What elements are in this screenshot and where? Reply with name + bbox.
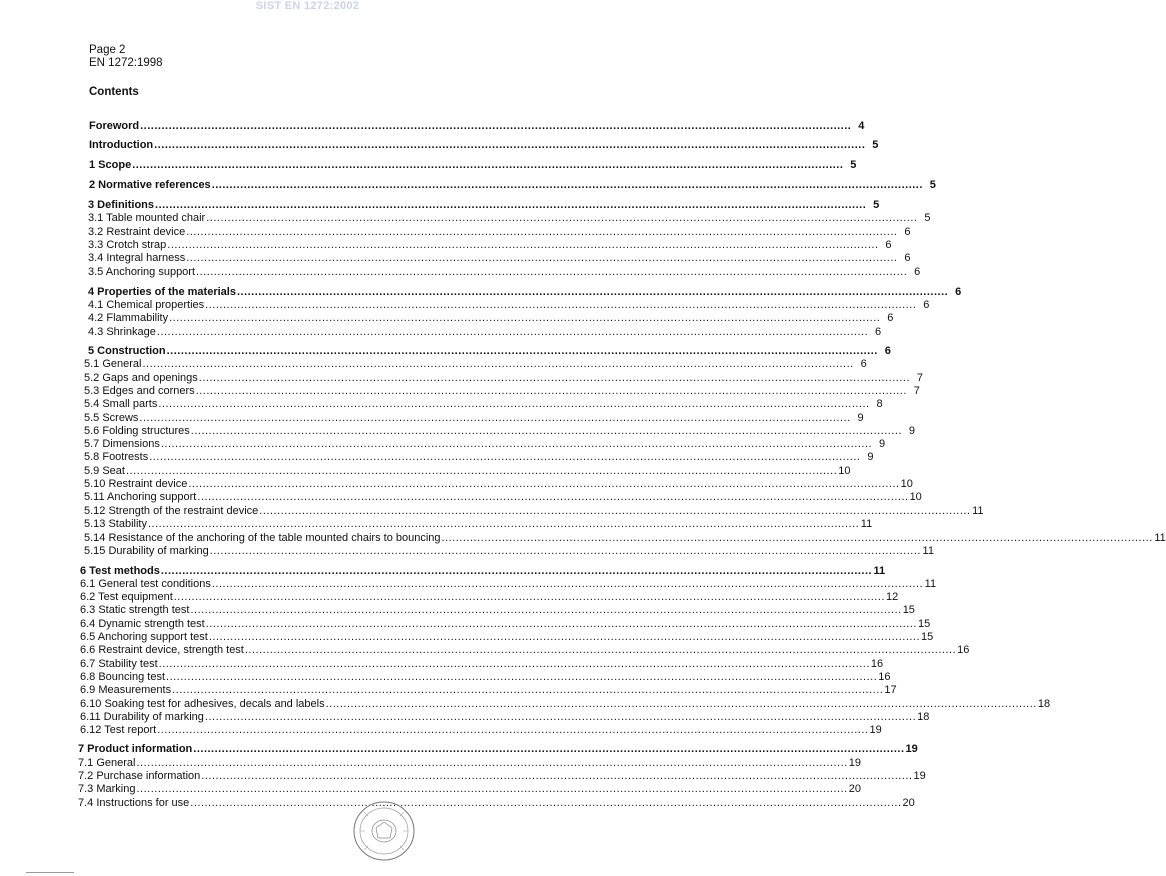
toc-entry-title: 5.8 Footrests <box>84 451 149 463</box>
toc-dot-leader: ........................................................................................................................................................................................................ <box>208 631 921 643</box>
toc-entry-page: 6 <box>923 299 930 311</box>
toc-entry-title: 3.4 Integral harness <box>88 252 186 264</box>
toc-entry-title: 6.2 Test equipment <box>80 591 173 603</box>
toc-entry-page: 19 <box>913 770 926 782</box>
toc-entry-page: 6 <box>884 345 891 357</box>
toc-entry <box>80 724 882 737</box>
toc-entry-page: 5 <box>924 212 931 224</box>
toc-entry-title: 5.10 Restraint device <box>84 478 188 490</box>
toc-entry-title: 5.12 Strength of the restraint device <box>84 505 259 517</box>
toc-entry-page: 6 <box>904 252 911 264</box>
toc-entry-title: 5.15 Durability of marking <box>84 545 209 557</box>
toc-entry-title: 2 Normative references <box>89 179 211 191</box>
toc-dot-leader: ........................................................................................................................................................................................................ <box>156 326 869 338</box>
toc-entry-page: 16 <box>957 644 970 656</box>
toc-entry <box>78 783 861 796</box>
official-stamp-icon <box>352 800 416 862</box>
toc-dot-leader: ........................................................................................................................................................................................................ <box>166 671 878 683</box>
toc-entry-title: 6.4 Dynamic strength test <box>80 618 205 630</box>
toc-entry-title: Foreword <box>89 120 140 132</box>
toc-dot-leader: ........................................................................................................................................................................................................ <box>441 532 1153 544</box>
toc-dot-leader: ........................................................................................................................................................................................................ <box>211 578 924 590</box>
toc-entry <box>89 139 879 152</box>
page-header <box>89 44 163 70</box>
toc-entry-page: 11 <box>972 505 984 517</box>
toc-entry-page: 6 <box>955 286 962 298</box>
toc-dot-leader: ........................................................................................................................................................................................................ <box>160 438 873 450</box>
toc-dot-leader: ........................................................................................................................................................................................................ <box>195 385 907 397</box>
toc-dot-leader: ........................................................................................................................................................................................................ <box>198 372 910 384</box>
toc-entry <box>84 412 864 425</box>
toc-entry <box>84 478 913 491</box>
toc-entry <box>88 252 911 265</box>
toc-dot-leader: ........................................................................................................................................................................................................ <box>325 698 1037 710</box>
toc-entry-title: 4.2 Flammability <box>88 312 169 324</box>
toc-dot-leader: ........................................................................................................................................................................................................ <box>205 299 917 311</box>
toc-entry-title: 6.3 Static strength test <box>80 604 190 616</box>
toc-entry-title: 5.9 Seat <box>84 465 125 477</box>
toc-entry <box>84 451 874 464</box>
footer-rule <box>26 872 74 873</box>
toc-entry-page: 20 <box>902 797 915 809</box>
toc-entry-page: 7 <box>913 385 920 397</box>
toc-entry-page: 15 <box>917 618 931 630</box>
toc-entry <box>89 179 936 192</box>
toc-entry-page: 19 <box>905 743 918 755</box>
toc-entry <box>80 658 884 671</box>
toc-entry <box>84 358 867 371</box>
toc-entry-title: 5.3 Edges and corners <box>84 385 195 397</box>
toc-dot-leader: ........................................................................................................................................................................................................ <box>147 518 860 530</box>
toc-entry-page: 9 <box>867 451 874 463</box>
toc-entry-page: 4 <box>858 120 865 132</box>
toc-entry <box>80 698 1051 711</box>
toc-entry-page: 6 <box>885 239 892 251</box>
toc-dot-leader: ........................................................................................................................................................................................................ <box>206 212 918 224</box>
toc-entry-title: 3.5 Anchoring support <box>88 266 196 278</box>
toc-entry-title: 7.1 General <box>78 757 136 769</box>
toc-entry <box>88 199 880 212</box>
toc-entry-page: 6 <box>860 358 867 370</box>
toc-entry-page: 17 <box>884 684 897 696</box>
toc-entry <box>88 299 930 312</box>
toc-dot-leader: ........................................................................................................................................................................................................ <box>186 226 898 238</box>
toc-entry-page: 10 <box>838 465 851 477</box>
toc-entry <box>80 644 970 657</box>
toc-entry <box>78 770 926 783</box>
toc-entry-title: 6 Test methods <box>80 565 160 577</box>
toc-dot-leader: ........................................................................................................................................................................................................ <box>169 312 881 324</box>
toc-entry <box>88 212 931 225</box>
toc-dot-leader: ........................................................................................................................................................................................................ <box>172 684 884 696</box>
toc-entry <box>80 684 897 697</box>
toc-dot-leader: ........................................................................................................................................................................................................ <box>193 743 905 755</box>
toc-entry <box>80 671 891 684</box>
toc-entry-title: 5.5 Screws <box>84 412 139 424</box>
toc-entry-title: 3 Definitions <box>88 199 155 211</box>
toc-dot-leader: ........................................................................................................................................................................................................ <box>142 358 854 370</box>
toc-entry <box>84 518 873 531</box>
toc-entry <box>84 438 886 451</box>
toc-entry-title: 7.3 Marking <box>78 783 136 795</box>
toc-entry <box>84 545 934 558</box>
toc-entry <box>88 326 882 339</box>
toc-dot-leader: ........................................................................................................................................................................................................ <box>132 159 844 171</box>
toc-dot-leader: ........................................................................................................................................................................................................ <box>173 591 885 603</box>
toc-entry <box>78 743 918 756</box>
toc-entry-page: 16 <box>878 671 891 683</box>
toc-dot-leader: ........................................................................................................................................................................................................ <box>244 644 957 656</box>
toc-entry <box>80 565 886 578</box>
toc-entry-title: 6.12 Test report <box>80 724 157 736</box>
toc-entry-page: 7 <box>916 372 923 384</box>
toc-entry <box>80 578 937 591</box>
toc-entry <box>89 159 857 172</box>
toc-entry-title: 6.6 Restraint device, strength test <box>80 644 244 656</box>
toc-dot-leader: ........................................................................................................................................................................................................ <box>140 120 852 132</box>
toc-dot-leader: ........................................................................................................................................................................................................ <box>205 618 917 630</box>
toc-dot-leader: ........................................................................................................................................................................................................ <box>186 252 898 264</box>
toc-entry-title: 3.3 Crotch strap <box>88 239 167 251</box>
toc-dot-leader: ........................................................................................................................................................................................................ <box>236 286 949 298</box>
toc-entry <box>80 604 915 617</box>
standard-identifier: EN 1272:1998 <box>89 57 163 69</box>
toc-dot-leader: ........................................................................................................................................................................................................ <box>157 724 869 736</box>
toc-entry <box>88 266 921 279</box>
toc-entry-page: 11 <box>860 518 873 530</box>
toc-entry-title: Introduction <box>89 139 154 151</box>
toc-entry-title: 5.2 Gaps and openings <box>84 372 198 384</box>
toc-entry-page: 18 <box>917 711 930 723</box>
toc-entry-title: 3.1 Table mounted chair <box>88 212 206 224</box>
toc-entry-page: 5 <box>850 159 857 171</box>
toc-dot-leader: ........................................................................................................................................................................................................ <box>155 199 867 211</box>
toc-entry-page: 9 <box>857 412 864 424</box>
toc-entry-page: 20 <box>848 783 861 795</box>
toc-entry-title: 6.9 Measurements <box>80 684 172 696</box>
toc-dot-leader: ........................................................................................................................................................................................................ <box>158 658 870 670</box>
toc-entry-title: 6.1 General test conditions <box>80 578 211 590</box>
toc-entry-page: 12 <box>885 591 899 603</box>
toc-entry-title: 5.14 Resistance of the anchoring of the table mounted chairs to bouncing <box>84 532 441 544</box>
toc-dot-leader: ........................................................................................................................................................................................................ <box>190 797 902 809</box>
toc-entry-page: 11 <box>924 578 937 590</box>
toc-entry-page: 6 <box>887 312 894 324</box>
toc-entry-title: 5.11 Anchoring support <box>84 491 197 503</box>
toc-dot-leader: ........................................................................................................................................................................................................ <box>201 770 913 782</box>
toc-dot-leader: ........................................................................................................................................................................................................ <box>197 491 909 503</box>
toc-entry-page: 8 <box>876 398 883 410</box>
toc-dot-leader: ........................................................................................................................................................................................................ <box>136 757 848 769</box>
toc-dot-leader: ........................................................................................................................................................................................................ <box>188 478 900 490</box>
watermark: SIST EN 1272:2002 <box>255 0 360 12</box>
toc-dot-leader: ........................................................................................................................................................................................................ <box>139 412 851 424</box>
toc-entry-title: 6.10 Soaking test for adhesives, decals and labels <box>80 698 325 710</box>
toc-entry-title: 7 Product information <box>78 743 193 755</box>
toc-entry <box>84 465 851 478</box>
toc-dot-leader: ........................................................................................................................................................................................................ <box>204 711 917 723</box>
toc-entry <box>89 120 865 133</box>
toc-dot-leader: ........................................................................................................................................................................................................ <box>125 465 838 477</box>
toc-dot-leader: ........................................................................................................................................................................................................ <box>196 266 908 278</box>
toc-entry-title: 3.2 Restraint device <box>88 226 186 238</box>
toc-entry <box>80 618 931 631</box>
toc-entry-page: 15 <box>921 631 934 643</box>
toc-dot-leader: ........................................................................................................................................................................................................ <box>190 425 903 437</box>
toc-entry <box>88 239 892 252</box>
toc-entry-page: 11 <box>873 565 886 577</box>
toc-entry-title: 7.2 Purchase information <box>78 770 201 782</box>
toc-entry-page: 18 <box>1037 698 1051 710</box>
toc-entry-page: 16 <box>870 658 884 670</box>
toc-entry-title: 6.5 Anchoring support test <box>80 631 208 643</box>
toc-entry-page: 6 <box>904 226 911 238</box>
toc-entry <box>84 505 984 518</box>
toc-entry-title: 6.8 Bouncing test <box>80 671 166 683</box>
toc-dot-leader: ........................................................................................................................................................................................................ <box>209 545 921 557</box>
toc-entry-page: 5 <box>872 139 879 151</box>
toc-entry <box>84 532 1166 545</box>
toc-entry-title: 4 Properties of the materials <box>88 286 236 298</box>
toc-dot-leader: ........................................................................................................................................................................................................ <box>211 179 923 191</box>
toc-dot-leader: ........................................................................................................................................................................................................ <box>136 783 848 795</box>
toc-entry-page: 6 <box>875 326 882 338</box>
toc-entry <box>88 312 894 325</box>
toc-dot-leader: ........................................................................................................................................................................................................ <box>154 139 866 151</box>
toc-entry <box>88 226 911 239</box>
toc-entry <box>84 491 922 504</box>
toc-dot-leader: ........................................................................................................................................................................................................ <box>149 451 861 463</box>
contents-heading: Contents <box>89 86 139 98</box>
toc-entry-title: 6.7 Stability test <box>80 658 158 670</box>
toc-dot-leader: ........................................................................................................................................................................................................ <box>259 505 971 517</box>
toc-entry-title: 5.7 Dimensions <box>84 438 160 450</box>
toc-entry-title: 5.13 Stability <box>84 518 147 530</box>
toc-entry-page: 11 <box>922 545 934 557</box>
toc-entry-page: 10 <box>909 491 922 503</box>
toc-entry-title: 6.11 Durability of marking <box>80 711 204 723</box>
toc-dot-leader: ........................................................................................................................................................................................................ <box>160 565 873 577</box>
toc-entry-page: 6 <box>914 266 921 278</box>
toc-entry-title: 4.1 Chemical properties <box>88 299 205 311</box>
toc-dot-leader: ........................................................................................................................................................................................................ <box>166 345 878 357</box>
toc-entry-title: 7.4 Instructions for use <box>78 797 190 809</box>
toc-entry-title: 5 Construction <box>88 345 166 357</box>
toc-entry-page: 11 <box>1154 532 1166 544</box>
toc-dot-leader: ........................................................................................................................................................................................................ <box>158 398 870 410</box>
toc-dot-leader: ........................................................................................................................................................................................................ <box>167 239 879 251</box>
toc-entry <box>80 631 934 644</box>
toc-entry-title: 1 Scope <box>89 159 132 171</box>
toc-entry <box>80 591 899 604</box>
toc-entry <box>88 286 962 299</box>
toc-entry-page: 9 <box>908 425 916 437</box>
toc-entry-title: 5.1 General <box>84 358 142 370</box>
page-number-label: Page 2 <box>89 44 126 56</box>
toc-entry-title: 5.4 Small parts <box>84 398 158 410</box>
toc-entry <box>78 797 915 810</box>
toc-entry-title: 4.3 Shrinkage <box>88 326 156 338</box>
toc-entry-title: 5.6 Folding structures <box>84 425 190 437</box>
toc-entry-page: 5 <box>873 199 880 211</box>
toc-entry-page: 15 <box>902 604 915 616</box>
toc-entry <box>84 372 923 385</box>
toc-entry-page: 10 <box>900 478 913 490</box>
toc-entry <box>80 711 930 724</box>
toc-entry-page: 19 <box>869 724 882 736</box>
toc-entry <box>84 398 883 411</box>
toc-entry-page: 5 <box>929 179 936 191</box>
toc-dot-leader: ........................................................................................................................................................................................................ <box>190 604 902 616</box>
toc-entry <box>84 425 916 438</box>
toc-entry <box>84 385 920 398</box>
toc-entry-page: 19 <box>848 757 861 769</box>
toc-entry <box>78 757 861 770</box>
toc-entry <box>88 345 891 358</box>
toc-entry-page: 9 <box>878 438 886 450</box>
